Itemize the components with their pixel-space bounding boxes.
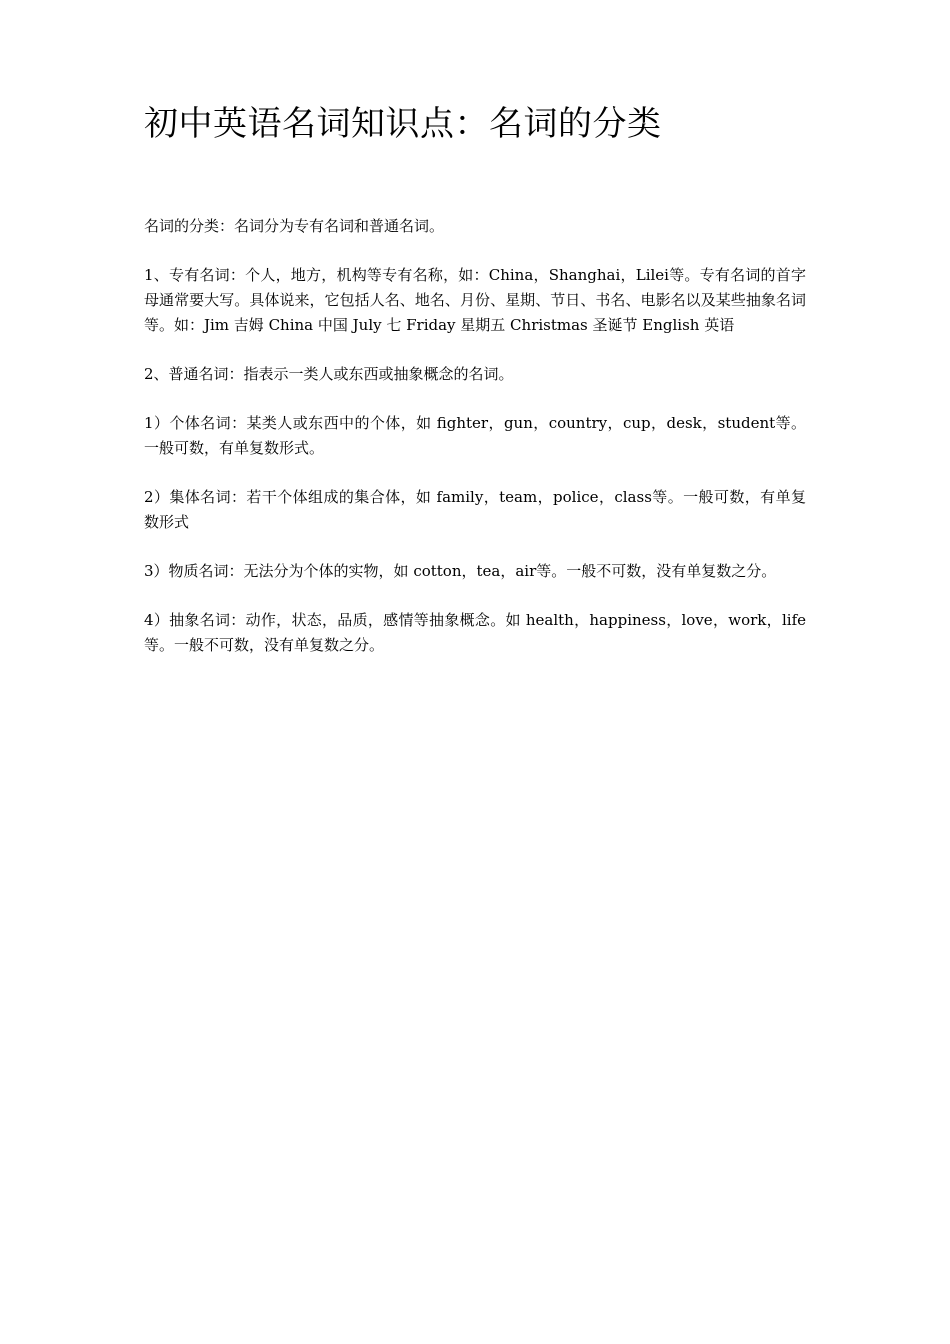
paragraph-abstract-nouns: 4）抽象名词：动作，状态，品质，感情等抽象概念。如 health，happiness，love，work，life等。一般不可数，没有单复数之分。 xyxy=(144,611,806,654)
document-content xyxy=(144,96,806,682)
paragraph-material-nouns: 3）物质名词：无法分为个体的实物，如 cotton，tea，air等。一般不可数，没有单复数之分。 xyxy=(144,562,777,580)
paragraph-intro: 名词的分类：名词分为专有名词和普通名词。 xyxy=(144,217,445,235)
paragraph-proper-nouns: 1、专有名词：个人，地方，机构等专有名称，如：China，Shanghai，Lilei等。专有名词的首字母通常要大写。具体说来，它包括人名、地名、月份、星期、节日、书名、电影名以及某些抽象名词等。如：Jim 吉姆 China 中国 July 七 Friday 星期五 Christmas 圣诞节 English 英语 xyxy=(144,266,806,334)
body-text xyxy=(144,214,806,658)
paragraph-collective-nouns: 2）集体名词：若干个体组成的集合体，如 family，team，police，class等。一般可数，有单复数形式 xyxy=(144,488,806,531)
page-title: 初中英语名词知识点：名词的分类 xyxy=(144,104,662,144)
paragraph-individual-nouns: 1）个体名词：某类人或东西中的个体，如 fighter，gun，country，cup，desk，student等。一般可数，有单复数形式。 xyxy=(144,414,806,457)
paragraph-common-nouns: 2、普通名词：指表示一类人或东西或抽象概念的名词。 xyxy=(144,365,514,383)
